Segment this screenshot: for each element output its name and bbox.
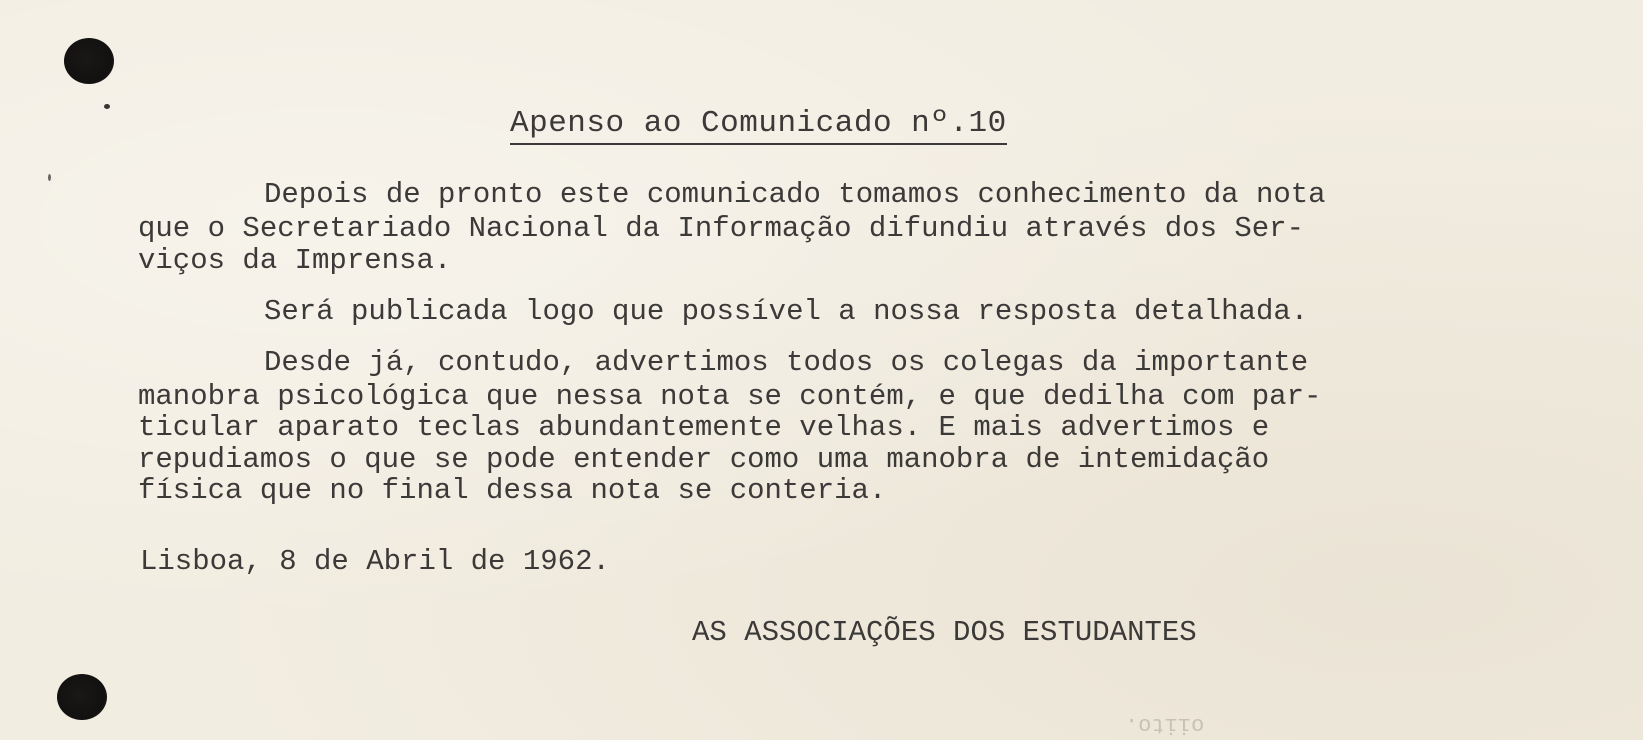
document-title: Apenso ao Comunicado nº.10	[510, 106, 1007, 145]
punch-hole-top	[64, 38, 114, 84]
paragraph-2-line-1: Será publicada logo que possível a nossa resposta detalhada.	[264, 295, 1309, 328]
paragraph-1-line-2: que o Secretariado Nacional da Informação difundiu através dos Ser-	[138, 212, 1304, 245]
paragraph-3-line-4: repudiamos o que se pode entender como uma manobra de intemidação	[138, 443, 1270, 476]
signature: AS ASSOCIAÇÕES DOS ESTUDANTES	[692, 616, 1197, 649]
punch-hole-bottom	[57, 674, 107, 720]
paragraph-1-line-1: Depois de pronto este comunicado tomamos conhecimento da nota	[264, 178, 1326, 211]
paragraph-1-line-3: viços da Imprensa.	[138, 244, 452, 277]
ink-speck	[104, 104, 110, 109]
place-date: Lisboa, 8 de Abril de 1962.	[140, 545, 610, 578]
bleed-through-text: oiito.	[1125, 712, 1205, 737]
paragraph-3-line-2: manobra psicológica que nessa nota se contém, e que dedilha com par-	[138, 380, 1322, 413]
ink-speck	[48, 174, 51, 181]
paragraph-3-line-5: física que no final dessa nota se conteria.	[138, 474, 887, 507]
paragraph-3-line-3: ticular aparato teclas abundantemente velhas. E mais advertimos e	[138, 411, 1270, 444]
paragraph-3-line-1: Desde já, contudo, advertimos todos os colegas da importante	[264, 346, 1309, 379]
